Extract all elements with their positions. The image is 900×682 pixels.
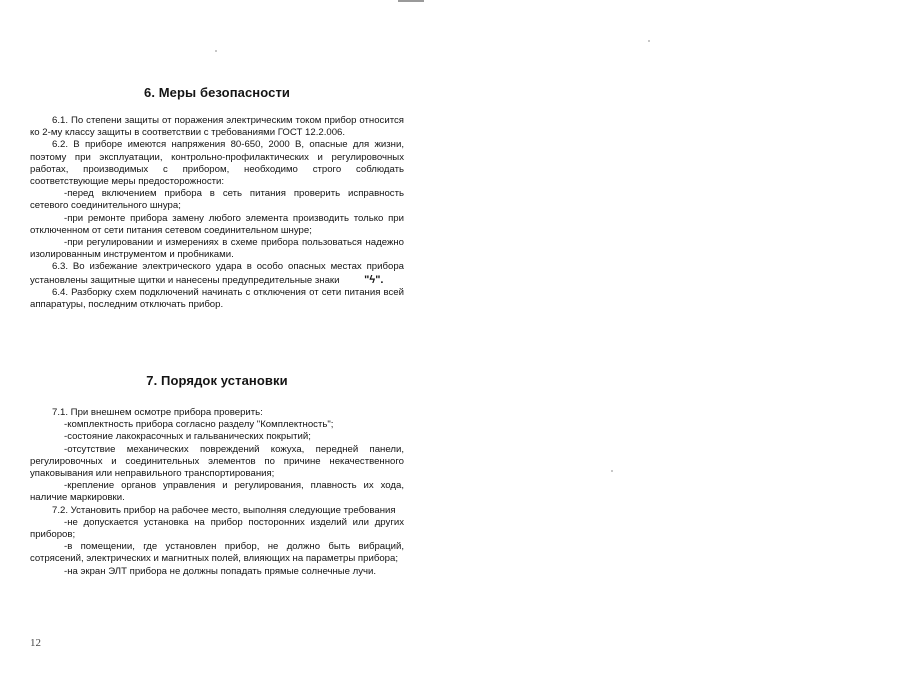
list-item: -на экран ЭЛТ прибора не должны попадать прямые солнечные лучи.	[64, 565, 377, 577]
scan-mark	[398, 0, 424, 2]
list-item: -крепление органов управления и регулирования, плавность их хода, наличие маркировки.	[30, 480, 404, 504]
paragraph: 6.2. В приборе имеются напряжения 80-650, 2000 В, опасные для жизни, поэтому при эксплуатации, контрольно-профилактических и регулировочных работах, производимых с прибором, необходимо строго соблюдать соответствующие меры предосторожности:	[30, 139, 404, 188]
section-7-body	[30, 407, 404, 578]
scan-speck	[215, 50, 217, 52]
section-6-body	[30, 115, 404, 311]
list-item: -не допускается установка на прибор посторонних изделий или других приборов;	[30, 516, 404, 541]
list-item: -состояние лакокрасочных и гальванических покрытий;	[64, 431, 311, 443]
paragraph: 7.1. При внешнем осмотре прибора проверить:	[52, 407, 263, 418]
list-item: -в помещении, где установлен прибор, не должно быть вибраций, сотрясений, электрических и магнитных полей, влияющих на параметры прибора;	[30, 541, 404, 565]
scan-speck	[648, 40, 650, 42]
lightning-warning-icon: "ϟ".	[364, 273, 384, 286]
paragraph: 7.2. Установить прибор на рабочее место, выполняя следующие требования	[52, 504, 396, 516]
paragraph: 6.1. По степени защиты от поражения электрическим током прибор относится ко 2-му классу защиты в соответствии с требованиями ГОСТ 12.2.006.	[30, 115, 404, 139]
paragraph	[30, 261, 404, 286]
list-item: -при ремонте прибора замену любого элемента производить только при отключенном от сети питания сетевом соединительном шнуре;	[30, 212, 404, 236]
page-number: 12	[30, 637, 41, 649]
list-item: -отсутствие механических повреждений кожуха, передней панели, регулировочных и соединительных элементов по причине некачественного упаковывания или неправильного транспортирования;	[30, 443, 404, 480]
list-item: -комплектность прибора согласно разделу "Комплектность";	[64, 419, 334, 431]
list-item: -перед включением прибора в сеть питания проверить исправность сетевого соединительного шнура;	[30, 188, 404, 212]
list-item: -при регулировании и измерениях в схеме прибора пользоваться надежно изолированным инструментом и пробниками.	[30, 237, 404, 261]
section-6-title: 6. Меры безопасности	[143, 85, 291, 100]
paragraph: 6.4. Разборку схем подключений начинать с отключения от сети питания всей аппаратуры, последним отключать прибор.	[30, 286, 404, 311]
scan-speck	[611, 470, 613, 472]
section-7-title: 7. Порядок установки	[146, 373, 288, 388]
paragraph-text: 6.3. Во избежание электрического удара в особо опасных местах прибора установлены защитные щитки и нанесены предупредительные знаки	[30, 261, 404, 286]
